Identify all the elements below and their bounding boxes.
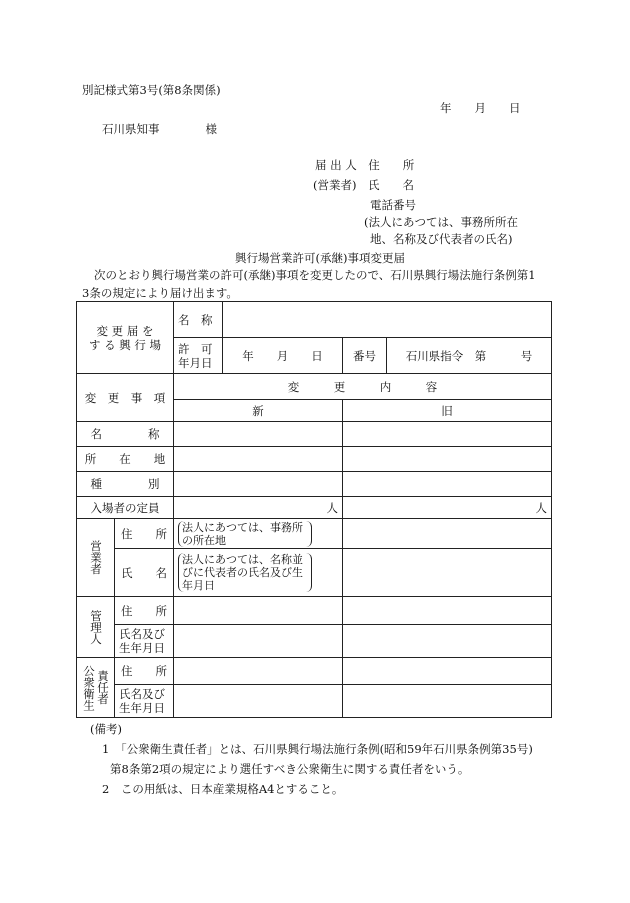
date-line: 年 月 日 [440,101,521,115]
row-location-old[interactable] [343,447,552,472]
permit-date-label: 許 可 年月日 [174,338,223,374]
remarks [76,719,556,799]
operator-address-old[interactable] [343,519,552,549]
row-meisho-old[interactable] [343,422,552,447]
operator-name-old[interactable] [343,549,552,597]
hygiene-name-new[interactable] [174,685,343,718]
manager-group-label: 管理人 [77,597,115,658]
change-item-header: 変 更 事 項 [77,374,174,422]
operator-address-label: 住 所 [115,519,174,549]
row-capacity-old[interactable]: 人 [343,497,552,519]
operator-address-note: 法人にあつては、事務所の所在地 [178,521,312,547]
hygiene-address-old[interactable] [343,658,552,685]
row-meisho-label: 名 称 [77,422,174,447]
row-type-label: 種 別 [77,472,174,497]
row-capacity-label: 入場者の定員 [77,497,174,519]
hygiene-address-label: 住 所 [115,658,174,685]
manager-name-label: 氏名及び 生年月日 [115,625,174,658]
applicant-note-1: (法人にあつては、事務所所在 [364,215,518,229]
remarks-item-1-line-1: 1 「公衆衛生責任者」とは、石川県興行場法施行条例(昭和59年石川県条例第35号) [102,742,533,756]
hygiene-group-label: 責任者 公衆衛生 [77,658,115,718]
manager-name-new[interactable] [174,625,343,658]
intro-line-1: 次のとおり興行場営業の許可(承継)事項を変更したので、石川県興行場法施行条例第1 [94,268,536,282]
hygiene-name-label: 氏名及び 生年月日 [115,685,174,718]
intro-line-2: 3条の規定により届け出ます。 [82,286,238,300]
operator-name-note: 法人にあつては、名称並びに代表者の氏名及び生年月日 [178,553,312,592]
permit-number-label: 番号 [343,338,387,374]
change-form-table [76,301,552,718]
remarks-item-1-line-2: 第8条第2項の規定により選任すべき公衆衛生に関する責任者をいう。 [110,762,470,776]
hygiene-name-old[interactable] [343,685,552,718]
remarks-item-2: 2 この用紙は、日本産業規格A4とすること。 [102,782,344,796]
manager-address-label: 住 所 [115,597,174,625]
document-title: 興行場営業許可(承継)事項変更届 [235,251,405,265]
row-type-new[interactable] [174,472,343,497]
change-content-header: 変 更 内 容 [174,374,552,400]
manager-address-old[interactable] [343,597,552,625]
old-header: 旧 [343,400,552,422]
applicant-note-2: 地、名称及び代表者の氏名) [370,232,513,246]
operator-group-label: 営業者 [77,519,115,597]
row-location-new[interactable] [174,447,343,472]
venue-name-label: 名 称 [174,302,223,338]
applicant-name-label: (営業者) 氏 名 [313,178,414,192]
manager-name-old[interactable] [343,625,552,658]
hygiene-address-new[interactable] [174,658,343,685]
row-type-old[interactable] [343,472,552,497]
operator-name-label: 氏 名 [115,549,174,597]
venue-name-field[interactable] [223,302,552,338]
row-capacity-new[interactable]: 人 [174,497,343,519]
applicant-phone-label: 電話番号 [370,198,416,212]
operator-name-new[interactable] [174,549,343,597]
permit-number-field[interactable]: 石川県指令 第 号 [387,338,552,374]
row-location-label: 所 在 地 [77,447,174,472]
form-number: 別記様式第3号(第8条関係) [82,83,221,97]
operator-address-new[interactable] [174,519,343,549]
remarks-heading: (備考) [90,722,122,736]
new-header: 新 [174,400,343,422]
applicant-address-label: 届 出 人 住 所 [315,158,415,172]
manager-address-new[interactable] [174,597,343,625]
venue-label: 変 更 届 を す る 興 行 場 [77,302,174,374]
row-meisho-new[interactable] [174,422,343,447]
addressee: 石川県知事 様 [102,122,217,136]
permit-date-field[interactable]: 年 月 日 [223,338,343,374]
